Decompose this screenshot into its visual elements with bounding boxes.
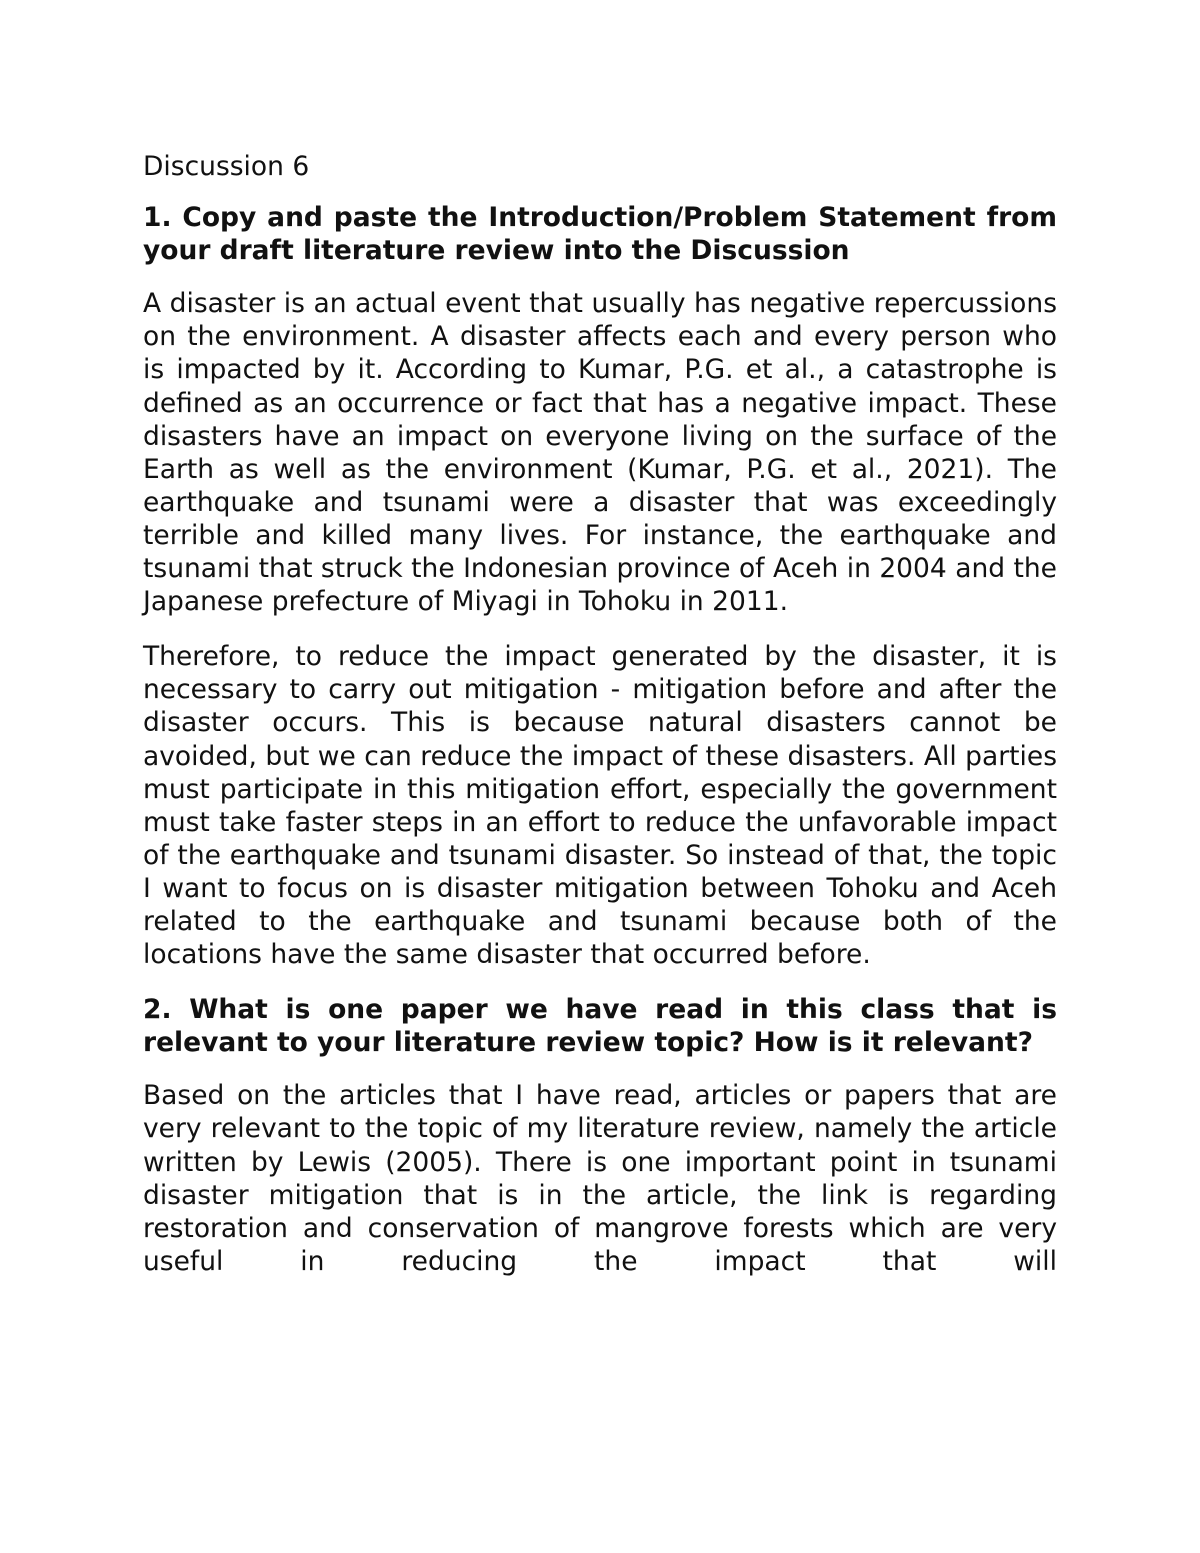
section-question-1 xyxy=(143,201,1057,971)
question-heading: 2. What is one paper we have read in this class that is relevant to your literature review topic? How is it relevant? xyxy=(143,994,1057,1059)
section-question-2 xyxy=(143,993,1057,1278)
answer-paragraph: Based on the articles that I have read, articles or papers that are very relevant to the topic of my literature review, namely the article written by Lewis (2005). There is one important point in tsunami disaster mitigation that is in the article, the link is regarding restoration and conservation of mangrove forests which are very useful in reducing the impact that will xyxy=(143,1080,1057,1277)
answer-paragraph: A disaster is an actual event that usually has negative repercussions on the environment. A disaster affects each and every person who is impacted by it. According to Kumar, P.G. et al., a catastrophe is defined as an occurrence or fact that has a negative impact. These disasters have an impact on everyone living on the surface of the Earth as well as the environment (Kumar, P.G. et al., 2021). The earthquake and tsunami were a disaster that was exceedingly terrible and killed many lives. For instance, the earthquake and tsunami that struck the Indonesian province of Aceh in 2004 and the Japanese prefecture of Miyagi in Tohoku in 2011. xyxy=(143,288,1057,618)
document-page xyxy=(143,150,1057,1300)
answer-paragraph: Therefore, to reduce the impact generated by the disaster, it is necessary to carry out mitigation - mitigation before and after the disaster occurs. This is because natural disasters cannot be avoided, but we can reduce the impact of these disasters. All parties must participate in this mitigation effort, especially the government must take faster steps in an effort to reduce the unfavorable impact of the earthquake and tsunami disaster. So instead of that, the topic I want to focus on is disaster mitigation between Tohoku and Aceh related to the earthquake and tsunami because both of the locations have the same disaster that occurred before. xyxy=(143,641,1057,971)
document-title: Discussion 6 xyxy=(143,151,310,182)
question-heading: 1. Copy and paste the Introduction/Problem Statement from your draft literature review into the Discussion xyxy=(143,202,1057,267)
